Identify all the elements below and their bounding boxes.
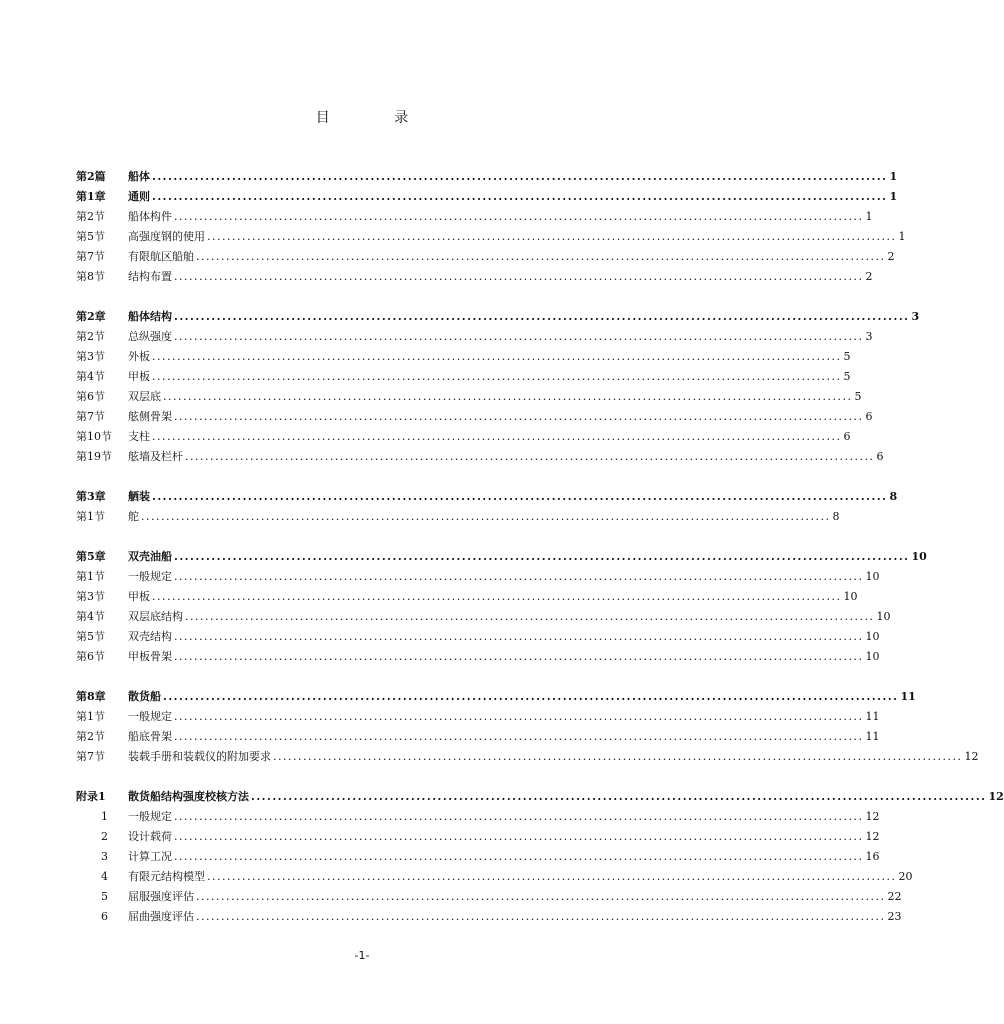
toc-entry-title: 有限元结构模型 (128, 870, 205, 883)
dot-leader: .......................................................................................................................................... (185, 450, 875, 463)
dot-leader: .......................................................................................................................................... (152, 190, 888, 203)
dot-leader: .......................................................................................................................................... (174, 330, 864, 343)
dot-leader: .......................................................................................................................................... (207, 870, 897, 883)
toc-entry-label: 第1章 (76, 190, 106, 203)
toc-entry[interactable] (76, 507, 840, 527)
toc-entry-title: 高强度钢的使用 (128, 230, 205, 243)
dot-leader: .......................................................................................................................................... (174, 630, 864, 643)
toc-entry-title: 有限航区船舶 (128, 250, 194, 263)
dot-leader: .......................................................................................................................................... (251, 790, 987, 803)
toc-entry-page: 22 (887, 890, 902, 903)
toc-entry-label: 第1节 (76, 570, 105, 583)
toc-entry-title: 船体构件 (128, 210, 172, 223)
toc-entry-label: 第2节 (76, 330, 105, 343)
toc-entry[interactable] (76, 307, 920, 327)
dot-leader: .......................................................................................................................................... (152, 430, 842, 443)
toc-entry-page: 12 (865, 810, 880, 823)
toc-entry-label: 第2篇 (76, 170, 106, 183)
toc-entry-page: 1 (865, 210, 873, 223)
toc-entry-page: 6 (843, 430, 851, 443)
toc-entry-label: 第5章 (76, 550, 106, 563)
toc-entry-page: 11 (865, 730, 880, 743)
toc-entry-label: 第2章 (76, 310, 106, 323)
toc-entry-page: 10 (865, 650, 880, 663)
toc-entry-page: 10 (865, 570, 880, 583)
dot-leader: .......................................................................................................................................... (196, 910, 886, 923)
toc-entry-title: 船底骨架 (128, 730, 172, 743)
toc-entry[interactable] (76, 327, 873, 347)
table-of-contents (76, 167, 1004, 947)
toc-entry[interactable] (76, 267, 873, 287)
dot-leader: .......................................................................................................................................... (174, 210, 864, 223)
toc-entry-title: 双壳油船 (128, 550, 172, 563)
toc-entry-page: 10 (865, 630, 880, 643)
dot-leader: .......................................................................................................................................... (152, 170, 888, 183)
toc-entry-title: 双层底 (128, 390, 161, 403)
toc-entry-label: 第3章 (76, 490, 106, 503)
toc-entry-page: 11 (865, 710, 880, 723)
toc-entry-page: 1 (889, 170, 898, 183)
toc-entry-title: 一般规定 (128, 810, 172, 823)
toc-entry-page: 2 (865, 270, 873, 283)
toc-entry[interactable] (76, 727, 880, 747)
toc-entry-label: 附录1 (76, 790, 106, 803)
toc-entry[interactable] (76, 687, 916, 707)
toc-entry-page: 6 (865, 410, 873, 423)
dot-leader: .......................................................................................................................................... (141, 510, 831, 523)
dot-leader: .......................................................................................................................................... (152, 370, 842, 383)
toc-entry-label: 5 (101, 890, 108, 903)
dot-leader: .......................................................................................................................................... (152, 350, 842, 363)
dot-leader: .......................................................................................................................................... (174, 410, 864, 423)
toc-entry-label: 第8节 (76, 270, 105, 283)
dot-leader: .......................................................................................................................................... (174, 550, 910, 563)
dot-leader: .......................................................................................................................................... (174, 570, 864, 583)
toc-entry-page: 6 (876, 450, 884, 463)
toc-entry[interactable] (76, 707, 880, 727)
dot-leader: .......................................................................................................................................... (174, 270, 864, 283)
toc-entry[interactable] (76, 587, 858, 607)
toc-entry-title: 散货船结构强度校核方法 (128, 790, 249, 803)
toc-entry-page: 10 (843, 590, 858, 603)
toc-entry-page: 5 (843, 350, 851, 363)
dot-leader: .......................................................................................................................................... (207, 230, 897, 243)
toc-entry[interactable] (76, 607, 891, 627)
toc-entry[interactable] (76, 867, 913, 887)
toc-entry-title: 外板 (128, 350, 150, 363)
toc-entry-title: 甲板骨架 (128, 650, 172, 663)
dot-leader: .......................................................................................................................................... (174, 650, 864, 663)
toc-entry[interactable] (76, 547, 927, 567)
toc-entry-title: 双壳结构 (128, 630, 172, 643)
toc-group (76, 787, 1004, 927)
toc-entry-title: 装载手册和装载仪的附加要求 (128, 750, 271, 763)
toc-entry-label: 第8章 (76, 690, 106, 703)
toc-entry-label: 3 (101, 850, 108, 863)
toc-entry-title: 总纵强度 (128, 330, 172, 343)
toc-entry-label: 第7节 (76, 410, 105, 423)
toc-entry-label: 第4节 (76, 610, 105, 623)
dot-leader: .......................................................................................................................................... (185, 610, 875, 623)
toc-entry-title: 船体 (128, 170, 150, 183)
toc-entry-title: 通则 (128, 190, 150, 203)
toc-entry[interactable] (76, 567, 880, 587)
toc-entry-label: 第5节 (76, 230, 105, 243)
toc-entry-title: 双层底结构 (128, 610, 183, 623)
toc-entry[interactable] (76, 367, 851, 387)
toc-entry-label: 1 (101, 810, 108, 823)
dot-leader: .......................................................................................................................................... (152, 590, 842, 603)
toc-entry[interactable] (76, 907, 902, 927)
toc-entry-title: 计算工况 (128, 850, 172, 863)
toc-entry-page: 8 (889, 490, 898, 503)
toc-entry-page: 1 (898, 230, 906, 243)
toc-entry-label: 2 (101, 830, 108, 843)
dot-leader: .......................................................................................................................................... (163, 690, 899, 703)
toc-entry[interactable] (76, 207, 873, 227)
dot-leader: .......................................................................................................................................... (174, 710, 864, 723)
toc-entry[interactable] (76, 787, 1004, 807)
toc-entry-title: 舵 (128, 510, 139, 523)
toc-entry-page: 8 (832, 510, 840, 523)
dot-leader: .......................................................................................................................................... (174, 810, 864, 823)
toc-entry[interactable] (76, 447, 884, 467)
toc-entry-page: 23 (887, 910, 902, 923)
dot-leader: .......................................................................................................................................... (174, 310, 910, 323)
toc-entry-page: 10 (876, 610, 891, 623)
toc-group (76, 687, 979, 767)
toc-entry[interactable] (76, 387, 862, 407)
toc-entry-title: 舾装 (128, 490, 150, 503)
toc-entry-label: 第3节 (76, 350, 105, 363)
toc-entry-label: 第4节 (76, 370, 105, 383)
toc-entry[interactable] (76, 227, 906, 247)
toc-entry-label: 第5节 (76, 630, 105, 643)
toc-entry[interactable] (76, 427, 851, 447)
page-number: -1- (354, 949, 370, 962)
toc-entry-title: 舷侧骨架 (128, 410, 172, 423)
toc-entry[interactable] (76, 887, 902, 907)
toc-entry-title: 屈服强度评估 (128, 890, 194, 903)
toc-entry-page: 12 (964, 750, 979, 763)
toc-entry-title: 屈曲强度评估 (128, 910, 194, 923)
toc-group (76, 307, 920, 467)
toc-entry[interactable] (76, 347, 851, 367)
toc-entry-title: 一般规定 (128, 710, 172, 723)
toc-entry-page: 5 (854, 390, 862, 403)
toc-entry-title: 甲板 (128, 590, 150, 603)
dot-leader: .......................................................................................................................................... (196, 250, 886, 263)
toc-group (76, 167, 906, 287)
toc-entry-title: 设计载荷 (128, 830, 172, 843)
dot-leader: .......................................................................................................................................... (152, 490, 888, 503)
dot-leader: .......................................................................................................................................... (174, 730, 864, 743)
toc-entry-page: 16 (865, 850, 880, 863)
toc-entry-page: 3 (911, 310, 920, 323)
toc-entry-label: 第6节 (76, 390, 105, 403)
toc-entry-label: 第7节 (76, 750, 105, 763)
toc-entry-label: 第6节 (76, 650, 105, 663)
toc-entry-page: 10 (911, 550, 927, 563)
toc-entry[interactable] (76, 747, 979, 767)
toc-group (76, 487, 898, 527)
dot-leader: .......................................................................................................................................... (273, 750, 963, 763)
toc-entry[interactable] (76, 807, 880, 827)
toc-entry-page: 5 (843, 370, 851, 383)
toc-entry[interactable] (76, 187, 898, 207)
toc-entry-title: 散货船 (128, 690, 161, 703)
toc-entry[interactable] (76, 847, 880, 867)
toc-entry[interactable] (76, 167, 898, 187)
toc-entry-page: 12 (988, 790, 1004, 803)
toc-entry-page: 11 (900, 690, 916, 703)
dot-leader: .......................................................................................................................................... (174, 850, 864, 863)
toc-entry-label: 第1节 (76, 510, 105, 523)
toc-entry-title: 甲板 (128, 370, 150, 383)
toc-entry-label: 第19节 (76, 450, 112, 463)
toc-entry-page: 3 (865, 330, 873, 343)
toc-entry-title: 舷墙及栏杆 (128, 450, 183, 463)
toc-entry-title: 一般规定 (128, 570, 172, 583)
toc-entry-label: 第2节 (76, 210, 105, 223)
toc-entry-page: 2 (887, 250, 895, 263)
toc-entry[interactable] (76, 627, 880, 647)
dot-leader: .......................................................................................................................................... (163, 390, 853, 403)
toc-entry-label: 4 (101, 870, 108, 883)
toc-entry-title: 结构布置 (128, 270, 172, 283)
page-title: 目 录 (315, 110, 439, 126)
toc-entry-label: 第7节 (76, 250, 105, 263)
toc-entry[interactable] (76, 247, 895, 267)
toc-entry[interactable] (76, 407, 873, 427)
toc-entry-label: 第10节 (76, 430, 112, 443)
dot-leader: .......................................................................................................................................... (196, 890, 886, 903)
toc-entry-label: 第3节 (76, 590, 105, 603)
toc-entry[interactable] (76, 487, 898, 507)
toc-entry-page: 12 (865, 830, 880, 843)
dot-leader: .......................................................................................................................................... (174, 830, 864, 843)
toc-entry-page: 20 (898, 870, 913, 883)
toc-group (76, 547, 927, 667)
toc-entry[interactable] (76, 647, 880, 667)
toc-entry-label: 第1节 (76, 710, 105, 723)
toc-entry-label: 第2节 (76, 730, 105, 743)
toc-entry-title: 船体结构 (128, 310, 172, 323)
toc-entry-title: 支柱 (128, 430, 150, 443)
toc-entry[interactable] (76, 827, 880, 847)
toc-entry-label: 6 (101, 910, 108, 923)
toc-entry-page: 1 (889, 190, 898, 203)
